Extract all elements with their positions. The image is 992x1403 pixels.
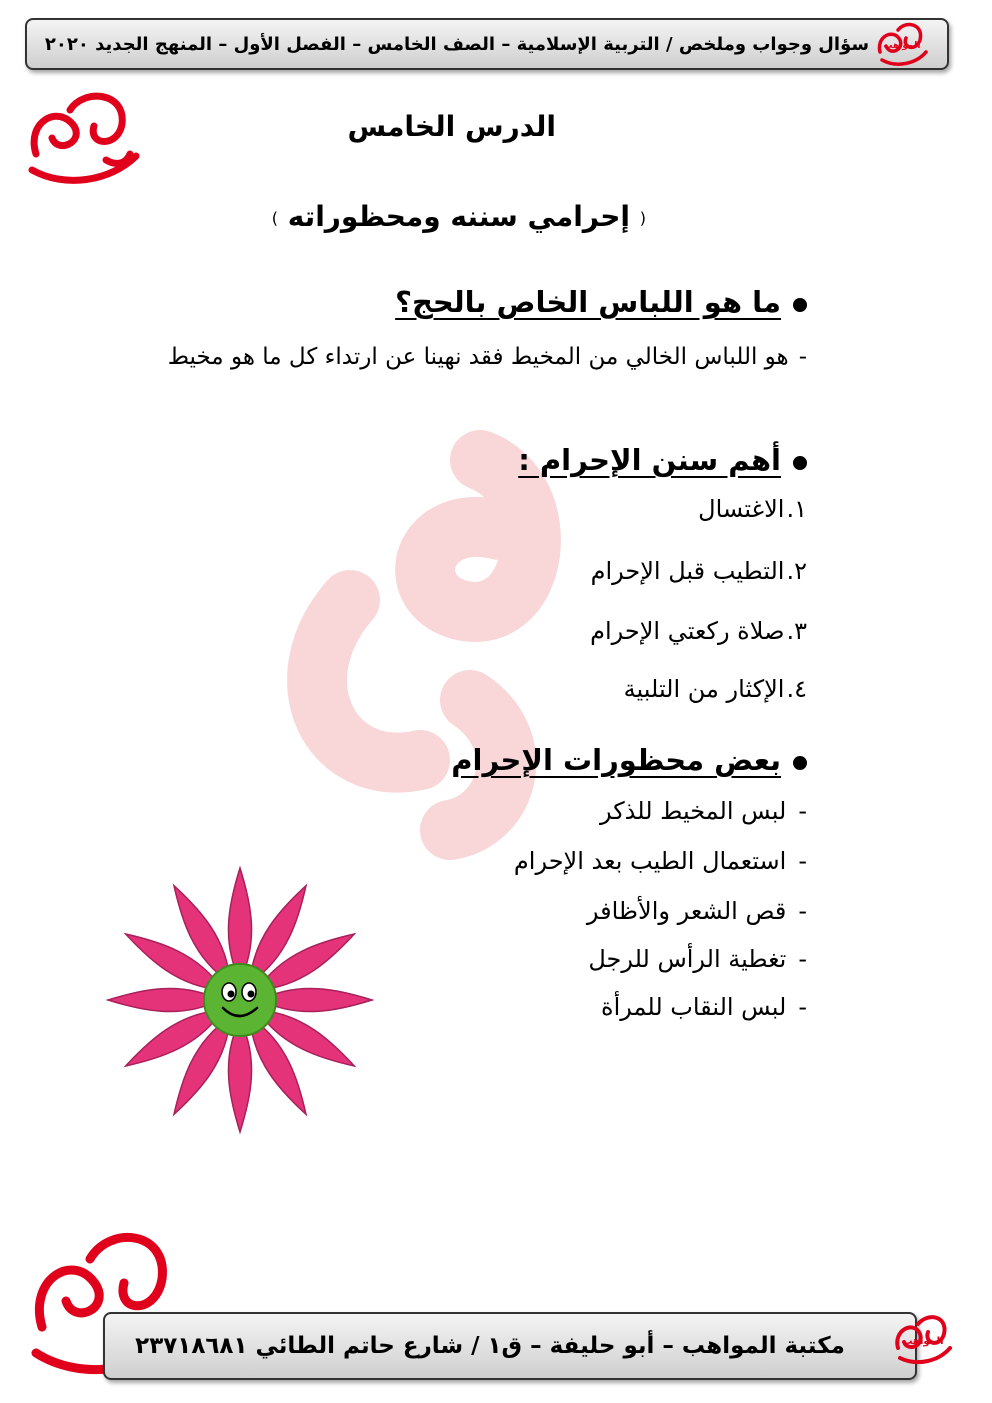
list-item: [590, 617, 807, 645]
list-item: [601, 993, 807, 1021]
section-heading-text: بعض محظورات الإحرام: [451, 743, 781, 777]
item-text: استعمال الطيب بعد الإحرام: [513, 847, 787, 875]
dash-marker: -: [798, 344, 807, 370]
footer-text: مكتبة المواهب – أبو حليفة – ق١ / شارع حاتم الطائي ٢٣٧١٨٦٨١: [135, 1333, 845, 1359]
dash-marker: -: [798, 897, 807, 925]
lesson-subtitle: [272, 200, 646, 233]
header-text: سؤال وجواب وملخص / التربية الإسلامية – الصف الخامس – الفصل الأول – المنهج الجديد ٢٠٢٠: [44, 33, 870, 55]
list-item: [591, 557, 807, 585]
bullet-dot-icon: [793, 756, 807, 770]
smiling-flower-icon: [105, 862, 395, 1152]
answer-clothing: [77, 340, 807, 374]
subtitle-paren-open: (: [639, 208, 646, 228]
section-heading-text: ما هو اللباس الخاص بالحج؟: [395, 285, 781, 319]
list-item: [514, 847, 807, 875]
item-text: التطيب قبل الإحرام: [590, 557, 785, 585]
item-text: قص الشعر والأظافر: [586, 897, 787, 925]
list-item: [588, 945, 807, 973]
corner-logo-icon: [18, 82, 148, 192]
right-pupil: [248, 991, 255, 998]
dash-marker: -: [798, 797, 807, 825]
item-text: لبس النقاب للمرأة: [601, 993, 787, 1021]
bullet-dot-icon: [793, 298, 807, 312]
bullet-dot-icon: [793, 456, 807, 470]
footer-bar: [103, 1312, 917, 1380]
flower-center: [204, 964, 276, 1036]
header-logo-text: المواهب: [883, 41, 921, 51]
answer-text: هو اللباس الخالي من المخيط فقد نهينا عن ارتداء كل ما هو مخيط: [167, 344, 789, 370]
footer-logo-icon: [888, 1308, 958, 1370]
subtitle-paren-close: ): [271, 208, 278, 228]
dash-marker: -: [798, 945, 807, 973]
item-text: تغطية الرأس للرجل: [588, 945, 787, 973]
lesson-title: الدرس الخامس: [347, 110, 556, 143]
list-item: [600, 797, 807, 825]
section-heading-sunan: [518, 443, 807, 477]
list-item: [698, 495, 807, 523]
subtitle-text: إحرامي سننه ومحظوراته: [287, 200, 630, 233]
item-number: ١.: [786, 495, 807, 523]
dash-marker: -: [798, 993, 807, 1021]
section-heading-text: أهم سنن الإحرام :: [518, 443, 781, 477]
item-text: لبس المخيط للذكر: [600, 797, 787, 825]
item-number: ٤.: [786, 675, 807, 703]
item-text: الاغتسال: [698, 495, 785, 523]
list-item: [624, 675, 807, 703]
footer-logo-text: المواهب: [902, 1336, 944, 1347]
left-pupil: [228, 991, 235, 998]
header-bar: [25, 18, 949, 70]
list-item: [587, 897, 807, 925]
section-heading-clothing: [395, 285, 807, 319]
header-logo-icon: [872, 16, 932, 72]
item-number: ٢.: [786, 557, 807, 585]
item-text: صلاة ركعتي الإحرام: [590, 617, 785, 645]
item-number: ٣.: [786, 617, 807, 645]
dash-marker: -: [798, 847, 807, 875]
item-text: الإكثار من التلبية: [623, 675, 785, 703]
section-heading-prohibitions: [451, 743, 807, 777]
